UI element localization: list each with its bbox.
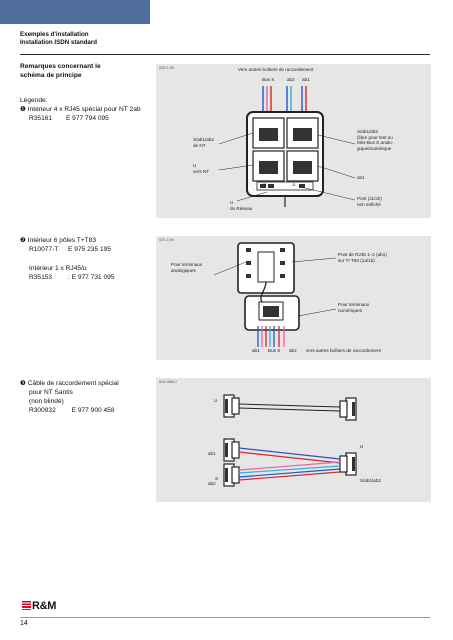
item-marker-3: ❸ [20, 380, 26, 387]
brand-logo: R&M [22, 600, 56, 612]
item-marker-1: ❶ [20, 106, 26, 113]
bus-label-ab2: ab2 [287, 77, 295, 82]
legend-heading: Légende: [20, 97, 48, 104]
header-category: Exemples d'installation [20, 31, 89, 38]
bottom-label-bus-s: Bus S [268, 348, 281, 353]
jumper-label-j1: J1 [292, 183, 296, 187]
diagram-3-code: 818.1666.2 [159, 380, 177, 384]
bottom-label-tail: vers autres boîtiers de raccordement [306, 348, 381, 353]
item-description: Intérieur 4 x RJ45 spécial pour NT 2ab [27, 106, 141, 113]
header-subtitle: Installation ISDN standard [20, 39, 98, 46]
section1-title-line1: Remarques concernant le [20, 63, 101, 70]
section3-line1: ❸ Câble de raccordement spécial [20, 380, 119, 387]
label-u-reseau: U du Réseau [230, 200, 253, 211]
section1-title-line2: schéma de principe [20, 72, 82, 79]
section2-line4: R35153 : E 977 731 095 [29, 274, 115, 281]
section2-line2: R10077-T E 975 235 195 [29, 246, 111, 253]
diagram-1-top-label: Vers autres boîtiers de raccordement [238, 67, 314, 72]
label-s-left: S [215, 476, 219, 481]
bus-label-bus-s: Bus S [262, 77, 275, 82]
label-s-ab1-ab2-right: S/ab1/ab2 [360, 478, 381, 483]
label-ab1-port: ab1 [357, 175, 365, 180]
brand-bars-icon [22, 601, 31, 610]
label-u-right: U [360, 444, 364, 449]
section2-line3: Intérieur 1 x RJ45/u [29, 265, 87, 272]
jumper-label-j2: J2 [262, 183, 266, 187]
diagram-2-code: 529.2.VB [159, 238, 174, 242]
item-code: R35161 [29, 115, 53, 122]
label-s-ab1-ab2-nt: S/ab1/ab2 de NT [193, 137, 214, 148]
diagram-1-code: 529.2.VB [159, 66, 174, 70]
label-u-vers-nt: U vers NT [193, 163, 210, 174]
label-ab1-left: ab1 [208, 451, 216, 456]
section2-line1: ❷ Intérieur 6 pôles T+T83 [20, 237, 97, 244]
bottom-label-ab2: ab2 [289, 348, 297, 353]
item-marker-2: ❷ [20, 237, 26, 244]
section3-line3: (non blindé) [29, 398, 64, 405]
label-analog-terminals: Pour terminaux analogiques [171, 262, 203, 273]
label-u-top: U [214, 398, 218, 403]
label-digital-terminals: Pour terminaux numériques [338, 302, 370, 313]
label-test-port: S/ab1/ab2 (libre pour test ou Mini-Bus S analo- gique/numérique [357, 129, 394, 151]
footer-rule [20, 617, 430, 618]
label-ab2-left: ab2 [208, 481, 216, 486]
section3-line2: pour NT Santis [29, 389, 73, 396]
label-jumper-note: Pont (J1/J2) non enfiché [357, 196, 382, 207]
page-number: 14 [20, 620, 28, 627]
bottom-label-ab1: ab1 [252, 348, 260, 353]
label-rj45-bridge: Pont de RJ45 1–2 (ab1) sur T+T83 (1a/1b) [338, 252, 387, 263]
bus-label-ab1: ab1 [302, 77, 310, 82]
item-ref: E 977 794 095 [65, 115, 109, 122]
section3-line4: R300932 E 977 900 458 [29, 407, 115, 414]
